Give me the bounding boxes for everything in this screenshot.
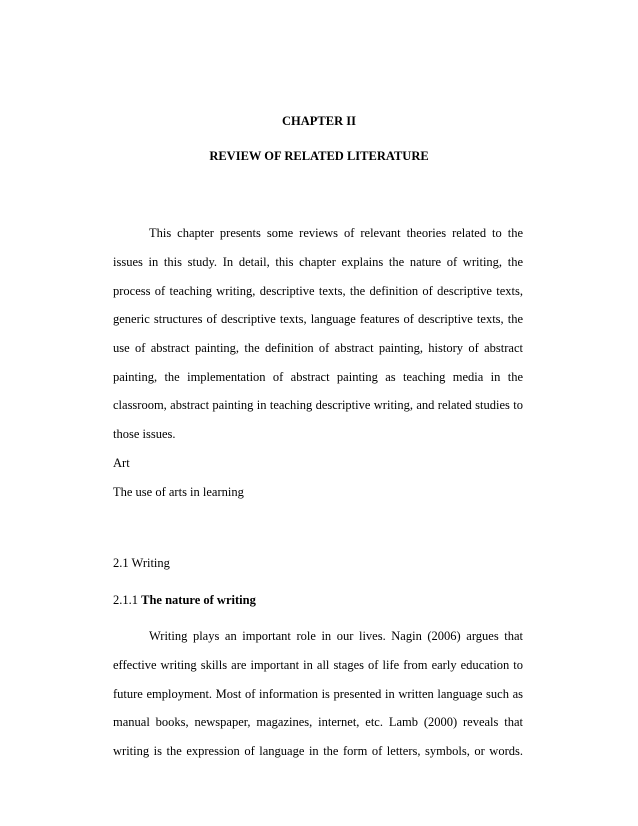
intro-line-1: This chapter presents some reviews of relevant theories related to the xyxy=(149,226,523,240)
writing-line-5: writing is the expression of language in the form of letters, symbols, or words. xyxy=(113,744,523,758)
subsection-heading xyxy=(113,592,256,608)
section-heading: 2.1 Writing xyxy=(113,556,170,570)
intro-line-7: classroom, abstract painting in teaching descriptive writing, and related studies to xyxy=(113,398,523,412)
writing-line-2: effective writing skills are important in all stages of life from early education to xyxy=(113,658,523,672)
chapter-label: CHAPTER II xyxy=(282,114,356,128)
subsection-title: The nature of writing xyxy=(141,593,256,607)
intro-line-5: use of abstract painting, the definition of abstract painting, history of abstract xyxy=(113,341,523,355)
writing-line-4: manual books, newspaper, magazines, internet, etc. Lamb (2000) reveals that xyxy=(113,715,523,729)
intro-line-4: generic structures of descriptive texts, language features of descriptive texts, the xyxy=(113,312,523,326)
intro-line-6: painting, the implementation of abstract painting as teaching media in the xyxy=(113,370,523,384)
note-arts-in-learning: The use of arts in learning xyxy=(113,485,244,499)
subsection-number: 2.1.1 xyxy=(113,593,138,607)
intro-line-2: issues in this study. In detail, this chapter explains the nature of writing, the xyxy=(113,255,523,269)
intro-line-8: those issues. xyxy=(113,427,176,441)
intro-line-3: process of teaching writing, descriptive texts, the definition of descriptive texts, xyxy=(113,284,523,298)
note-art: Art xyxy=(113,456,130,470)
writing-line-1: Writing plays an important role in our lives. Nagin (2006) argues that xyxy=(149,629,523,643)
chapter-title: REVIEW OF RELATED LITERATURE xyxy=(209,149,429,163)
writing-line-3: future employment. Most of information is presented in written language such as xyxy=(113,687,523,701)
